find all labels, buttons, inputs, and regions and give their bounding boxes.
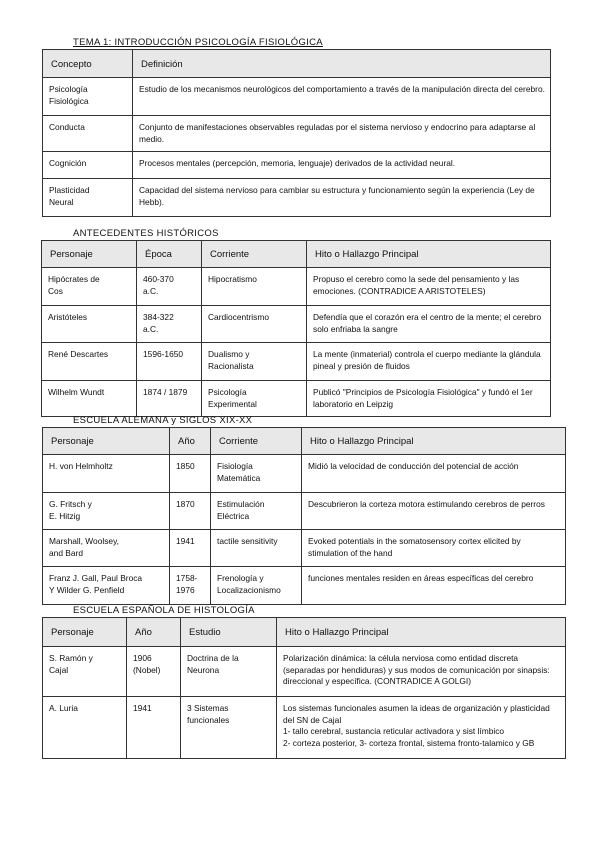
hito-cell: La mente (inmaterial) controla el cuerpo mediante la glándula pineal y presión de fluidos	[307, 343, 551, 381]
table-row	[42, 306, 551, 343]
table-row	[43, 697, 566, 759]
table-row	[43, 455, 566, 493]
section-title-antecedentes: ANTECEDENTES HISTÓRICOS	[73, 228, 219, 239]
table-row	[42, 268, 551, 306]
table-header-row	[43, 428, 566, 455]
table-header-row	[43, 618, 566, 647]
section-title-alemana: ESCUELA ALEMANA y SIGLOS XIX-XX	[73, 415, 253, 426]
table-row	[43, 530, 566, 567]
concept-cell: Psicología Fisiológica	[43, 78, 133, 116]
column-header: Corriente	[202, 241, 307, 268]
personaje-cell: Wilhelm Wundt	[42, 381, 137, 417]
personaje-cell: Marshall, Woolsey, and Bard	[43, 530, 170, 567]
hito-cell: Defendía que el corazón era el centro de la mente; el cerebro solo enfriaba la sangre	[307, 306, 551, 343]
column-header: Personaje	[42, 241, 137, 268]
column-header: Definición	[133, 50, 551, 78]
concept-cell: Conducta	[43, 116, 133, 152]
anio-cell: 1850	[170, 455, 211, 493]
alemana-table	[42, 427, 566, 605]
hito-cell: Publicó "Principios de Psicología Fisiológica" y fundó el 1er laboratorio en Leipzig	[307, 381, 551, 417]
table-row	[42, 343, 551, 381]
column-header: Hito o Hallazgo Principal	[277, 618, 566, 647]
anio-cell: 1941	[127, 697, 181, 759]
column-header: Año	[170, 428, 211, 455]
epoca-cell: 1596-1650	[137, 343, 202, 381]
column-header: Estudio	[181, 618, 277, 647]
estudio-cell: Doctrina de la Neurona	[181, 647, 277, 697]
column-header: Hito o Hallazgo Principal	[302, 428, 566, 455]
hito-cell: Midió la velocidad de conducción del potencial de acción	[302, 455, 566, 493]
hito-cell: funciones mentales residen en áreas específicas del cerebro	[302, 567, 566, 605]
definition-cell: Capacidad del sistema nervioso para cambiar su estructura y funcionamiento según la experiencia (Ley de Hebb).	[133, 179, 551, 217]
definition-cell: Conjunto de manifestaciones observables reguladas por el sistema nervioso y endocrino para adaptarse al medio.	[133, 116, 551, 152]
concepts-table	[42, 49, 551, 217]
corriente-cell: tactile sensitivity	[211, 530, 302, 567]
table-header-row	[42, 241, 551, 268]
table-row	[43, 567, 566, 605]
personaje-cell: Aristóteles	[42, 306, 137, 343]
table-row	[43, 179, 551, 217]
epoca-cell: 384-322 a.C.	[137, 306, 202, 343]
section-title-espanola: ESCUELA ESPAÑOLA DE HISTOLOGÍA	[73, 605, 255, 616]
corriente-cell: Psicología Experimental	[202, 381, 307, 417]
personaje-cell: Hipócrates de Cos	[42, 268, 137, 306]
epoca-cell: 460-370 a.C.	[137, 268, 202, 306]
column-header: Personaje	[43, 618, 127, 647]
concept-cell: Plasticidad Neural	[43, 179, 133, 217]
estudio-cell: 3 Sistemas funcionales	[181, 697, 277, 759]
corriente-cell: Fisiología Matemática	[211, 455, 302, 493]
personaje-cell: H. von Helmholtz	[43, 455, 170, 493]
anio-cell: 1906 (Nobel)	[127, 647, 181, 697]
concept-cell: Cognición	[43, 152, 133, 179]
anio-cell: 1941	[170, 530, 211, 567]
table-row	[43, 152, 551, 179]
personaje-cell: G. Fritsch y E. Hitzig	[43, 493, 170, 530]
table-row	[42, 381, 551, 417]
corriente-cell: Estimulación Eléctrica	[211, 493, 302, 530]
table-row	[43, 493, 566, 530]
corriente-cell: Hipocratismo	[202, 268, 307, 306]
column-header: Personaje	[43, 428, 170, 455]
hito-cell: Los sistemas funcionales asumen la ideas de organización y plasticidad del SN de Cajal 1- tallo cerebral, sustancia reticular activadora y sist límbico 2- corteza posterior, 3- corteza frontal, sistema fronto-talamico y GB	[277, 697, 566, 759]
table-row	[43, 78, 551, 116]
column-header: Hito o Hallazgo Principal	[307, 241, 551, 268]
column-header: Corriente	[211, 428, 302, 455]
espanola-table	[42, 617, 566, 759]
antecedentes-table	[41, 240, 551, 417]
corriente-cell: Cardiocentrismo	[202, 306, 307, 343]
personaje-cell: René Descartes	[42, 343, 137, 381]
table-header-row	[43, 50, 551, 78]
table-row	[43, 116, 551, 152]
table-row	[43, 647, 566, 697]
column-header: Año	[127, 618, 181, 647]
personaje-cell: S. Ramón y Cajal	[43, 647, 127, 697]
definition-cell: Estudio de los mecanismos neurológicos del comportamiento a través de la manipulación directa del cerebro.	[133, 78, 551, 116]
epoca-cell: 1874 / 1879	[137, 381, 202, 417]
hito-cell: Propuso el cerebro como la sede del pensamiento y las emociones. (CONTRADICE A ARISTOTELES)	[307, 268, 551, 306]
definition-cell: Procesos mentales (percepción, memoria, lenguaje) derivados de la actividad neural.	[133, 152, 551, 179]
personaje-cell: A. Luria	[43, 697, 127, 759]
personaje-cell: Franz J. Gall, Paul Broca Y Wilder G. Penfield	[43, 567, 170, 605]
hito-cell: Descubrieron la corteza motora estimulando cerebros de perros	[302, 493, 566, 530]
column-header: Época	[137, 241, 202, 268]
column-header: Concepto	[43, 50, 133, 78]
anio-cell: 1870	[170, 493, 211, 530]
section-title-tema: TEMA 1: INTRODUCCIÓN PSICOLOGÍA FISIOLÓGICA	[73, 37, 323, 48]
corriente-cell: Dualismo y Racionalista	[202, 343, 307, 381]
anio-cell: 1758- 1976	[170, 567, 211, 605]
corriente-cell: Frenología y Localizacionismo	[211, 567, 302, 605]
hito-cell: Evoked potentials in the somatosensory cortex elicited by stimulation of the hand	[302, 530, 566, 567]
hito-cell: Polarización dinámica: la célula nerviosa como entidad discreta (separadas por hendiduras) y sus modos de comunicación por sinapsis: direccional y específica. (CONTRADICE A GOLGI)	[277, 647, 566, 697]
